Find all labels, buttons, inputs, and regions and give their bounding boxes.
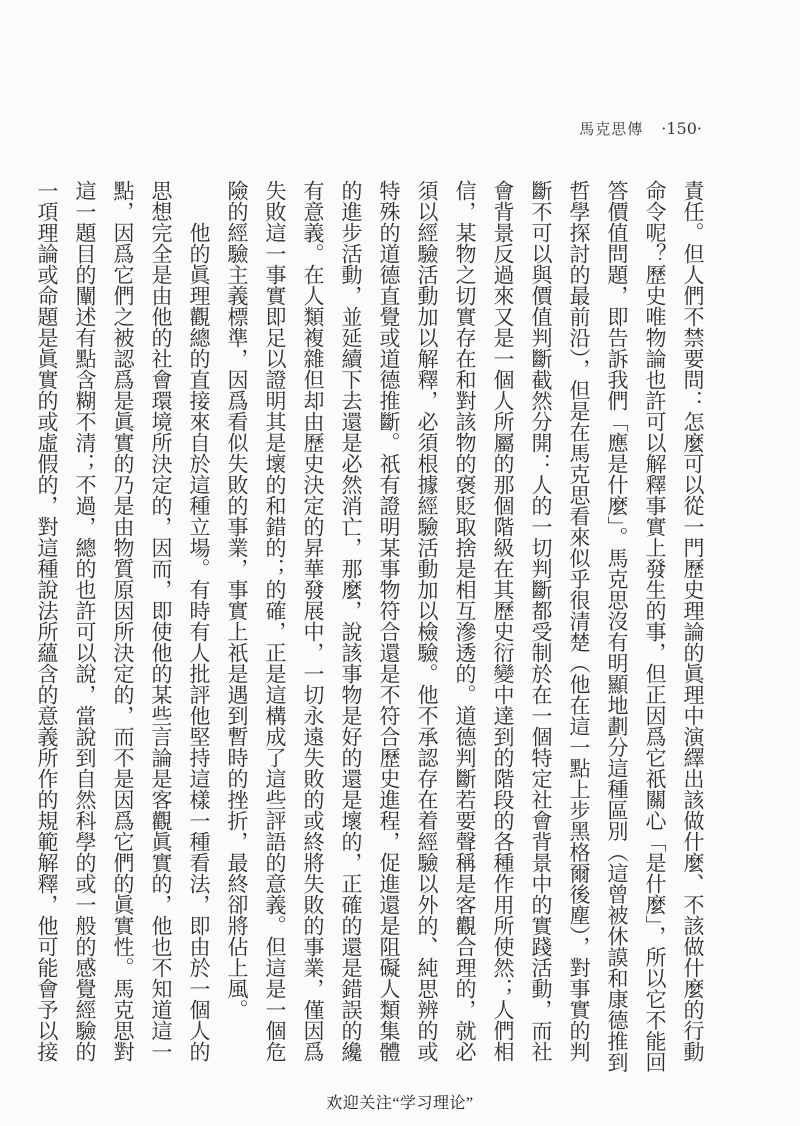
text-column: 答價值問題，即告訴我們「應是什麼」。馬克思沒有明顯地劃分這種區別（這曾被休謨和康德推到 <box>605 180 629 1073</box>
text-column: 他的眞理觀總的直接來自於這種立場。有時有人批評他堅持這樣一種看法，即由於一個人的 <box>187 180 211 1062</box>
footer-caption: 欢迎关注“学习理论” <box>326 1095 474 1112</box>
text-column: 險的經驗主義標準，因爲看似失敗的事業，事實上祇是遇到暫時的挫折，最終卻將佔上風。 <box>225 180 249 1020</box>
text-column: 責任。但人們不禁要問：怎麼可以從一門歷史理論的眞理中演繹出該做什麼、不該做什麼的行動 <box>681 180 705 1062</box>
text-column: 失敗這一事實即足以證明其是壞的和錯的；的確，正是這構成了這些評語的意義。但這是一個危 <box>263 180 287 1062</box>
text-column: 斷不可以與價值判斷截然分開：人的一切判斷都受制於在一個特定社會背景中的實踐活動，而社 <box>529 180 553 1062</box>
text-column: 的進步活動，並延續下去還是必然消亡，那麼，說該事物是好的還是壞的，正確的還是錯誤的纔 <box>339 180 363 1062</box>
page-number: ·150· <box>661 119 702 138</box>
running-header <box>579 118 702 139</box>
text-column: 哲學探討的最前沿），但是在馬克思看來似乎很清楚（他在這一點上步黑格爾後塵），對事實的判 <box>567 180 591 1062</box>
text-column: 命令呢？歷史唯物論也許可以解釋事實上發生的事，但正因爲它祇關心「是什麼」，所以它不能回 <box>643 180 667 1073</box>
vertical-text-body <box>35 180 712 1073</box>
text-column: 會背景反過來又是一個人所屬的那個階級在其歷史衍變中達到的階段的各種作用所使然；人們相 <box>491 180 515 1062</box>
text-column: 這一題目的闡述有點含糊不清；不過，總的也許可以說，當說到自然科學的或一般的感覺經驗的 <box>73 180 97 1062</box>
text-column: 點，因爲它們之被認爲是眞實的乃是由物質原因所決定的，而不是因爲它們的眞實性。馬克思對 <box>111 180 135 1062</box>
text-column: 一項理論或命題是眞實的或虛假的，對這種說法所蘊含的意義所作的規範解釋，他可能會予以接 <box>35 180 59 1062</box>
text-column: 特殊的道德直覺或道德推斷。祇有證明某事物符合還是不符合歷史進程，促進還是阻礙人類集體 <box>377 180 401 1062</box>
text-column: 有意義。在人類複雜但却由歷史決定的昇華發展中，一切永遠失敗的或終將失敗的事業，僅因爲 <box>301 180 325 1062</box>
running-title: 馬克思傳 <box>579 120 644 138</box>
text-column: 須以經驗活動加以解釋，必須根據經驗活動加以檢驗。他不承認存在着經驗以外的、純思辨的或 <box>415 180 439 1062</box>
text-column: 思想完全是由他的社會環境所決定的，因而，即使他的某些言論是客觀眞實的，他也不知道這一 <box>149 180 173 1062</box>
text-column: 信，某物之切實存在和對該物的褒貶取捨是相互滲透的。道德判斷若要聲稱是客觀合理的，就必 <box>453 180 477 1062</box>
